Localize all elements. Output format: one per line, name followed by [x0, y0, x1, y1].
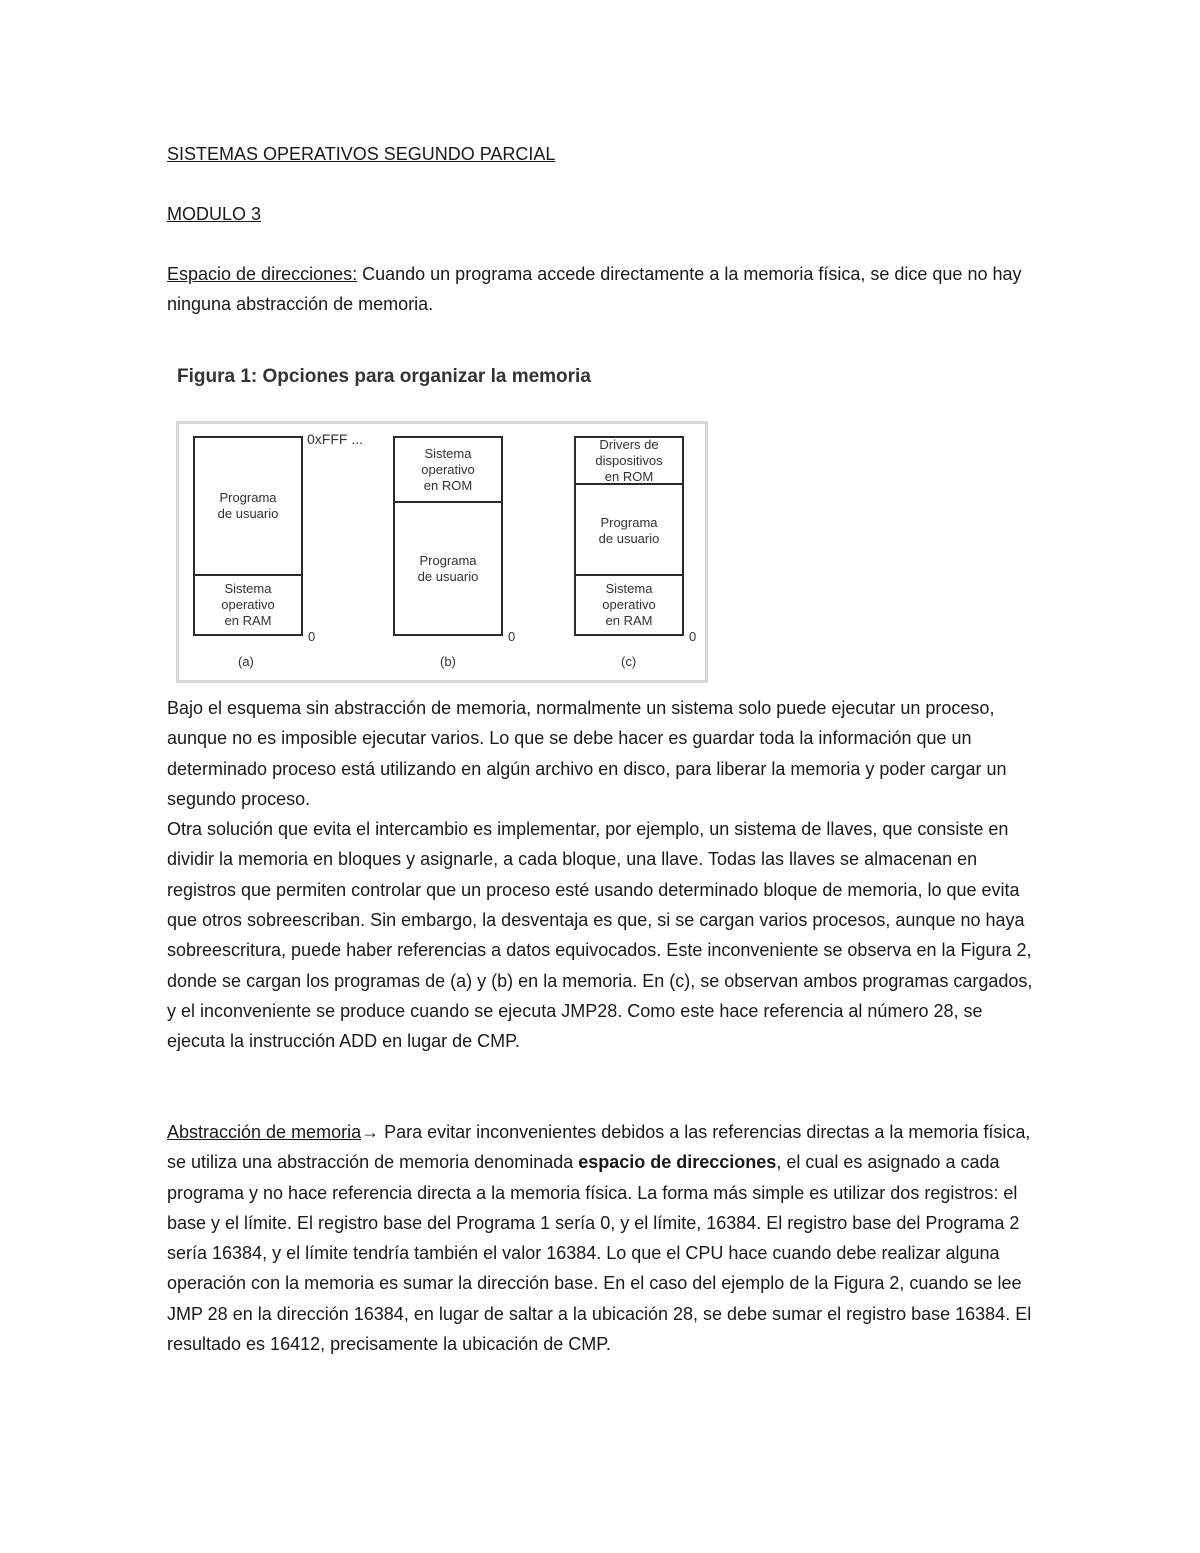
body-paragraphs — [167, 693, 1037, 1057]
panel-b-zero-label: 0 — [508, 629, 516, 644]
intro-paragraph — [167, 259, 1037, 320]
paragraph-no-abstraction: Bajo el esquema sin abstracción de memoria, normalmente un sistema solo puede ejecutar un proceso, aunque no es imposible ejecutar varios. Lo que se debe hacer es guardar toda la información que un determinado proceso está utilizando en algún archivo en disco, para liberar la memoria y poder cargar un segundo proceso. — [167, 698, 1007, 809]
arrow-icon: → — [361, 1122, 380, 1142]
figure-title: Figura 1: Opciones para organizar la memoria — [177, 366, 591, 387]
panel-b-user-program: Programa de usuario — [395, 501, 501, 634]
panel-a-box — [193, 436, 303, 636]
panel-c-caption: (c) — [621, 654, 637, 669]
abstraction-text-1: Para evitar inconvenientes debidos a las referencias directas a la memoria física, se utiliza una abstracción de memoria denominada — [167, 1122, 1031, 1173]
panel-c-drivers-rom: Drivers de dispositivos en ROM — [595, 436, 663, 484]
panel-c-box — [574, 436, 684, 636]
abstraction-paragraph — [167, 1117, 1037, 1359]
panel-a-caption: (a) — [238, 654, 254, 669]
intro-term: Espacio de direcciones: — [167, 264, 358, 284]
panel-c-os-ram: Sistema operativo en RAM — [576, 574, 682, 634]
paragraph-key-system: Otra solución que evita el intercambio es implementar, por ejemplo, un sistema de llaves, que consiste en dividir la memoria en bloques y asignarle, a cada bloque, una llave. Todas las llaves se almacenan en registros que permiten controlar que un proceso esté usando determinado bloque de memoria, lo que evita que otros sobreescriban. Sin embargo, la desventaja es que, si se cargan varios procesos, aunque no haya sobreescritura, puede haber referencias a datos equivocados. Este inconveniente se observa en la Figura 2, donde se cargan los programas de (a) y (b) en la memoria. En (c), se observan ambos programas cargados, y el inconveniente se produce cuando se ejecuta JMP28. Como este hace referencia al número 28, se ejecuta la instrucción ADD en lugar de CMP. — [167, 819, 1033, 1052]
document-title: SISTEMAS OPERATIVOS SEGUNDO PARCIAL — [167, 144, 556, 164]
panel-a-zero-label: 0 — [308, 629, 316, 644]
figure-memory-layouts — [176, 421, 708, 683]
panel-b-box — [393, 436, 503, 636]
abstraction-term: Abstracción de memoria — [167, 1122, 362, 1142]
intro-text: Cuando un programa accede directamente a la memoria física, se dice que no hay ninguna abstracción de memoria. — [167, 264, 1022, 315]
abstraction-text-2: , el cual es asignado a cada programa y no hace referencia directa a la memoria física. La forma más simple es utilizar dos registros: el base y el límite. El registro base del Programa 1 sería 0, y el límite, 16384. El registro base del Programa 2 sería 16384, y el límite tendría también el valor 16384. Lo que el CPU hace cuando debe realizar alguna operación con la memoria es sumar la dirección base. En el caso del ejemplo de la Figura 2, cuando se lee JMP 28 en la dirección 16384, en lugar de saltar a la ubicación 28, se debe sumar el registro base 16384. El resultado es 16412, precisamente la ubicación de CMP. — [167, 1152, 1032, 1355]
module-heading: MODULO 3 — [167, 204, 262, 224]
top-address-label: 0xFFF ... — [307, 431, 363, 447]
panel-a-os-ram: Sistema operativo en RAM — [195, 574, 301, 634]
panel-a-user-program: Programa de usuario — [217, 490, 279, 521]
panel-c-user-program: Programa de usuario — [576, 483, 682, 576]
panel-b-os-rom: Sistema operativo en ROM — [421, 445, 475, 493]
address-space-term: espacio de direcciones — [578, 1152, 777, 1173]
panel-b-caption: (b) — [440, 654, 456, 669]
panel-c-zero-label: 0 — [689, 629, 697, 644]
